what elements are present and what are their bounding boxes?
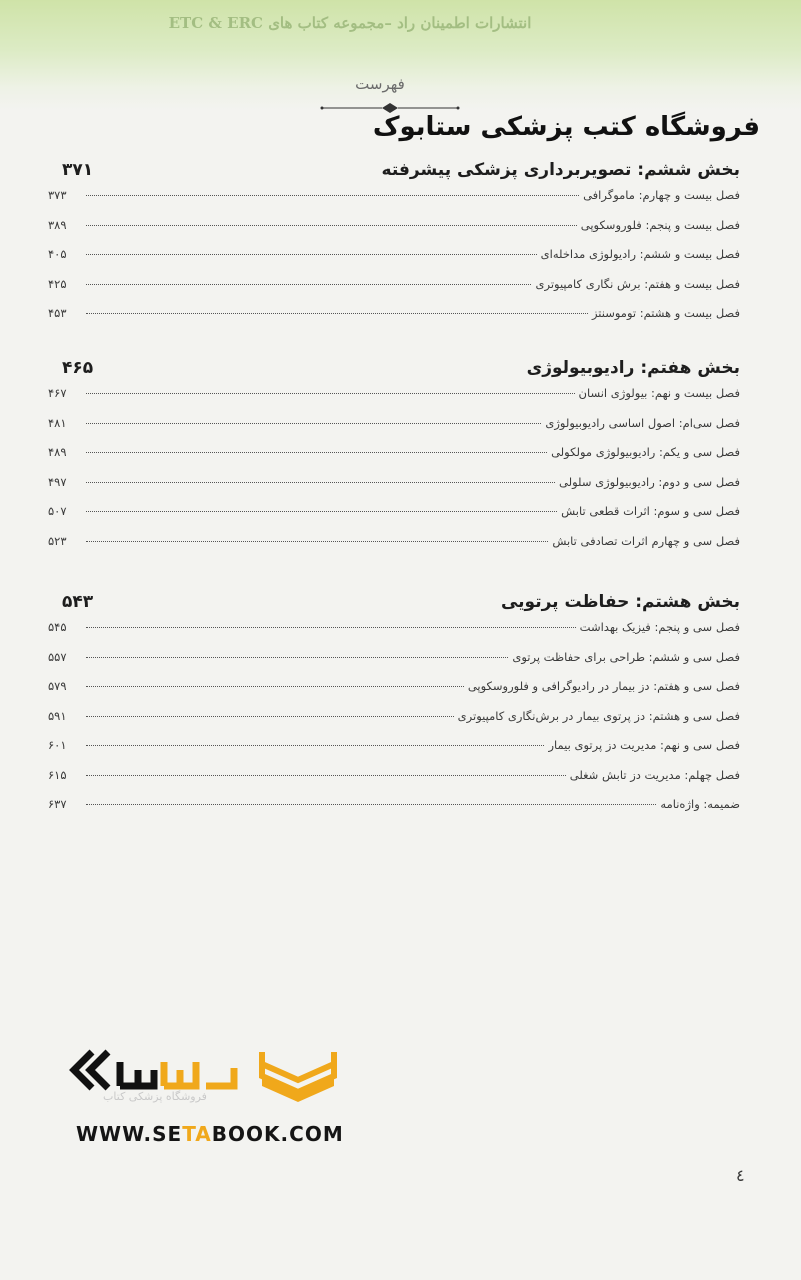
entry-title: فصل بیست و هفتم: برش نگاری کامپیوتری — [535, 276, 740, 291]
entry-page: ۳۸۹ — [48, 217, 67, 232]
dot-leader — [86, 657, 508, 658]
dot-leader — [86, 745, 544, 746]
entry-title: فصل بیست و هشتم: توموسنتز — [591, 306, 740, 320]
entry-title: فصل سی و هشتم: دز پرتوی بیمار در برش‌نگاری کامپیوتری — [457, 708, 740, 723]
toc-section-7 — [48, 358, 740, 563]
section-page-number: ۳۷۱ — [62, 160, 94, 180]
entry-page: ۵۹۱ — [48, 708, 67, 723]
dot-leader — [86, 686, 464, 687]
toc-entry — [48, 306, 740, 336]
toc-entry — [48, 768, 740, 798]
dot-leader — [86, 482, 555, 483]
entry-page: ۵۲۳ — [48, 533, 67, 548]
dot-leader — [86, 423, 541, 424]
dot-leader — [86, 284, 531, 285]
toc-entry — [48, 504, 740, 534]
toc-entry — [48, 416, 740, 446]
section-page-number: ۵۴۳ — [62, 592, 94, 612]
entry-page: ۴۶۷ — [48, 386, 67, 400]
entry-page: ۵۰۷ — [48, 504, 67, 518]
logo-url-highlight: TA — [182, 1122, 212, 1146]
entry-title: فصل چهلم: مدیریت دز تابش شغلی — [569, 767, 740, 782]
entry-title: فصل بیست و نهم: بیولوژی انسان — [578, 386, 740, 400]
entry-page: ۴۹۷ — [48, 474, 67, 489]
section-title: بخش هشتم: حفاظت پرتویی — [500, 592, 740, 612]
entry-page: ۴۵۳ — [48, 306, 67, 320]
entry-title: فصل سی و چهارم اثرات تصادفی تابش — [552, 533, 740, 548]
entry-title: فصل سی و هفتم: دز بیمار در رادیوگرافی و فلوروسکوپی — [467, 679, 740, 693]
dot-leader — [86, 195, 579, 196]
entry-title: فصل بیست و پنجم: فلوروسکوپی — [580, 217, 740, 232]
toc-entry — [48, 679, 740, 709]
toc-entry — [48, 620, 740, 650]
entry-page: ۴۲۵ — [48, 276, 67, 291]
entry-page: ۵۴۵ — [48, 620, 67, 634]
entry-page: ۶۱۵ — [48, 767, 67, 782]
watermark-title: فروشگاه کتب پزشکی ستابوک — [372, 112, 760, 142]
toc-entry — [48, 475, 740, 505]
entry-page: ۳۷۳ — [48, 188, 67, 202]
dot-leader — [86, 225, 577, 226]
toc-entry — [48, 534, 740, 564]
logo-tagline: فروشگاه پزشکی کتاب — [103, 1090, 207, 1103]
logo-url-prefix: WWW.SE — [76, 1122, 183, 1146]
toc-entry — [48, 247, 740, 277]
toc-entry — [48, 738, 740, 768]
toc-heading: فهرست — [355, 75, 405, 93]
toc-section-6 — [48, 160, 740, 336]
section-header — [48, 592, 740, 620]
entry-page: ۴۸۱ — [48, 415, 67, 430]
logo-url — [76, 1122, 344, 1146]
entry-page: ۶۳۷ — [48, 797, 67, 811]
dot-leader — [86, 541, 548, 542]
dot-leader — [86, 804, 656, 805]
dot-leader — [86, 511, 557, 512]
entry-title: فصل سی و دوم: رادیوبیولوژی سلولی — [559, 474, 740, 489]
toc-entry — [48, 797, 740, 827]
dot-leader — [86, 313, 588, 314]
dot-leader — [86, 627, 576, 628]
entry-title: فصل سی‌ام: اصول اساسی رادیوبیولوژی — [545, 415, 740, 430]
section-page-number: ۴۶۵ — [62, 358, 94, 378]
toc-entry — [48, 709, 740, 739]
entry-page: ۴۰۵ — [48, 247, 67, 261]
dot-leader — [86, 254, 537, 255]
entry-title: فصل بیست و ششم: رادیولوژی مداخله‌ای — [540, 247, 740, 261]
section-title: بخش هفتم: رادیوبیولوژی — [526, 358, 740, 378]
dot-leader — [86, 716, 454, 717]
entry-title: فصل سی و یکم: رادیوبیولوژی مولکولی — [551, 445, 740, 459]
dot-leader — [86, 393, 575, 394]
toc-entry — [48, 218, 740, 248]
entry-title: فصل سی و پنجم: فیزیک بهداشت — [579, 620, 740, 634]
setabook-logo-icon — [66, 1040, 346, 1120]
entry-page: ۶۰۱ — [48, 738, 67, 752]
entry-title: فصل بیست و چهارم: ماموگرافی — [583, 188, 740, 202]
running-header: انتشارات اطمینان راد –مجموعه کتاب های ETC & ERC — [168, 14, 532, 32]
section-title: بخش ششم: تصویربرداری پزشکی پیشرفته — [381, 160, 740, 180]
page-number: ٤ — [736, 1166, 745, 1185]
toc-entry — [48, 650, 740, 680]
toc-entry — [48, 445, 740, 475]
entry-page: ۵۵۷ — [48, 649, 67, 664]
section-header — [48, 160, 740, 188]
entry-title: فصل سی و ششم: طراحی برای حفاظت پرتوی — [512, 649, 740, 664]
toc-entry — [48, 386, 740, 416]
entry-page: ۴۸۹ — [48, 445, 67, 459]
entry-title: فصل سی و نهم: مدیریت دز پرتوی بیمار — [548, 738, 740, 752]
entry-page: ۵۷۹ — [48, 679, 67, 693]
dot-leader — [86, 452, 547, 453]
logo-url-suffix: BOOK.COM — [211, 1122, 344, 1146]
toc-entry — [48, 188, 740, 218]
entry-title: فصل سی و سوم: اثرات قطعی تابش — [561, 504, 740, 518]
toc-section-8 — [48, 592, 740, 827]
section-header — [48, 358, 740, 386]
toc-entry — [48, 277, 740, 307]
dot-leader — [86, 775, 566, 776]
entry-title: ضمیمه: واژه‌نامه — [660, 797, 740, 811]
